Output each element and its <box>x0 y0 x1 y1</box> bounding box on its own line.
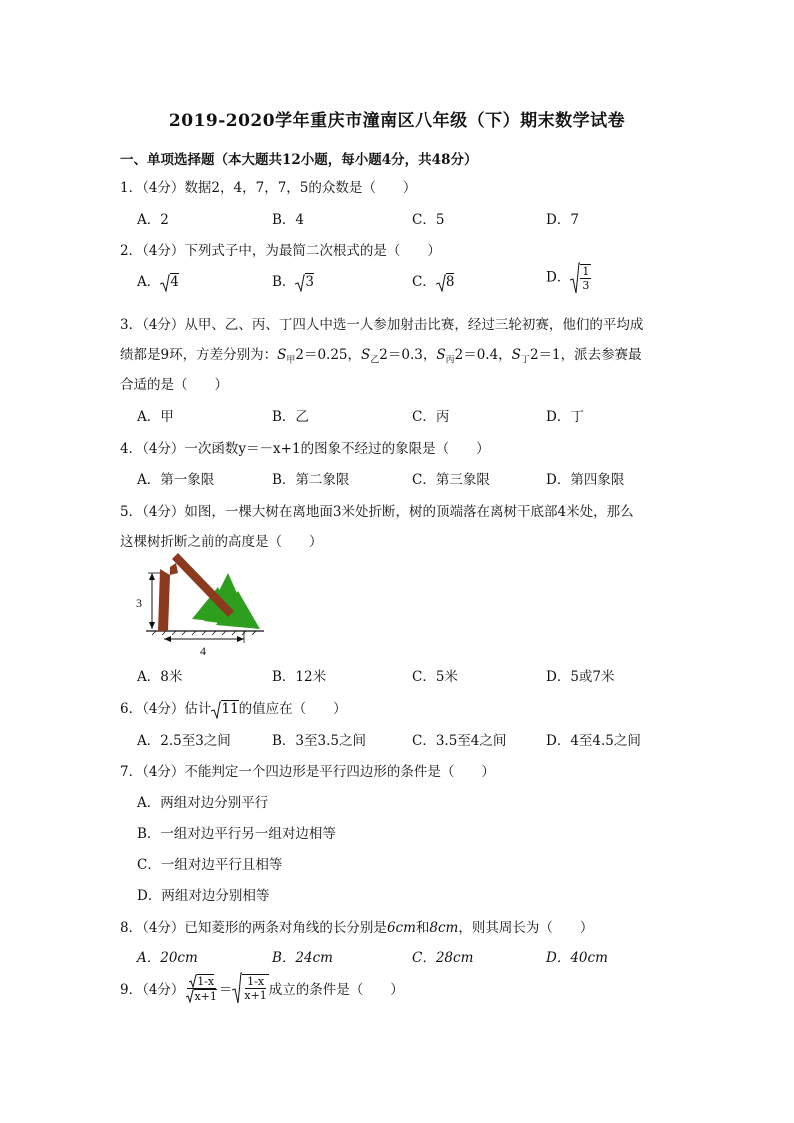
question-6: 6．（4分）估计 11的值应在（ ） <box>120 701 347 717</box>
q4-option-c: C．第三象限 <box>412 472 490 488</box>
q2-option-b: B． 3 <box>272 274 315 290</box>
tree-trunk <box>158 569 170 631</box>
arrowhead-icon <box>164 636 171 642</box>
q7-option-d: D．两组对边分别相等 <box>137 888 270 904</box>
radical-sign-icon <box>186 989 194 1003</box>
q6-option-d: D．4至4.5之间 <box>546 733 641 749</box>
q1-option-a: A．2 <box>137 212 169 228</box>
question-8: 8．（4分）已知菱形的两条对角线的长分别是6cm和8cm，则其周长为（ ） <box>120 920 594 936</box>
q6-option-b: B．3至3.5之间 <box>272 733 366 749</box>
question-5-line-1: 5．（4分）如图，一棵大树在离地面3米处折断，树的顶端落在离树干底部4米处，那么 <box>120 504 634 520</box>
arrowhead-icon <box>149 622 155 629</box>
q1-option-d: D．7 <box>546 212 579 228</box>
q7-option-a: A．两组对边分别平行 <box>137 795 269 811</box>
question-7: 7．（4分）不能判定一个四边形是平行四边形的条件是（ ） <box>120 764 495 780</box>
q8-option-d: D．40cm <box>546 950 608 966</box>
q3-option-a: A．甲 <box>137 409 174 425</box>
question-3-line-1: 3．（4分）从甲、乙、丙、丁四人中选一人参加射击比赛，经过三轮初赛，他们的平均成 <box>120 317 644 333</box>
q8-option-b: B．24cm <box>272 950 333 966</box>
q2-option-a: A． 4 <box>137 274 179 290</box>
question-1: 1．（4分）数据2，4，7，7，5的众数是（ ） <box>120 180 417 196</box>
q2-option-d: D． $\frac{1}{3}$ <box>546 262 591 294</box>
section-heading: 一、单项选择题（本大题共12小题，每小题4分，共48分） <box>120 152 478 168</box>
q5-option-b: B．12米 <box>272 669 327 685</box>
tree-break-joint <box>170 563 178 575</box>
radical-sign-icon <box>232 972 242 1004</box>
question-5-line-2: 这棵树折断之前的高度是（ ） <box>120 534 323 550</box>
q8-option-c: C．28cm <box>412 950 474 966</box>
radical-sign-icon <box>160 274 170 292</box>
q9-left-fraction: $\frac{1-x}{x+1}$ <box>184 974 218 1003</box>
radical-sign-icon <box>295 274 305 292</box>
q7-option-b: B．一组对边平行另一组对边相等 <box>137 826 336 842</box>
figure-label-4: 4 <box>200 644 206 658</box>
q3-option-c: C．丙 <box>412 409 450 425</box>
page-title: 2019-2020学年重庆市潼南区八年级（下）期末数学试卷 <box>168 111 626 131</box>
arrowhead-icon <box>237 636 244 642</box>
q3-option-b: B．乙 <box>272 409 309 425</box>
q6-option-a: A．2.5至3之间 <box>137 733 231 749</box>
q8-option-a: A．20cm <box>137 950 198 966</box>
question-4: 4．（4分）一次函数y＝－x+1的图象不经过的象限是（ ） <box>120 441 490 457</box>
radical-sign-icon <box>189 974 197 988</box>
q4-option-d: D．第四象限 <box>546 472 625 488</box>
radical-sign-icon <box>436 274 446 292</box>
question-9: 9．（4分） $\frac{1-x}{x+1}$ ＝ $\frac{1-x}{x+1}$ 成立的条件是（ ） <box>120 972 404 1004</box>
q6-option-c: C．3.5至4之间 <box>412 733 507 749</box>
q5-option-c: C．5米 <box>412 669 458 685</box>
radical-sign-icon <box>211 701 221 719</box>
question-2: 2．（4分）下列式子中，为最简二次根式的是（ ） <box>120 243 441 259</box>
q3-option-d: D．丁 <box>546 409 584 425</box>
q5-option-a: A．8米 <box>137 669 183 685</box>
q5-option-d: D．5或7米 <box>546 669 615 685</box>
broken-tree-figure <box>130 553 270 663</box>
q9-right-fraction: $\frac{1-x}{x+1}$ <box>244 975 267 1002</box>
figure-label-3: 3 <box>136 596 142 610</box>
question-3-line-3: 合适的是（ ） <box>120 377 228 393</box>
question-3-line-2: 绩都是9环，方差分别为：$S_甲2=0.25$，$S_乙2=0.3$，$S_丙2=0.4$，$S_丁2=1$，派去参赛最 <box>120 347 642 366</box>
q1-option-c: C．5 <box>412 212 445 228</box>
q4-option-a: A．第一象限 <box>137 472 215 488</box>
radical-sign-icon <box>570 262 580 294</box>
arrowhead-icon <box>149 573 155 580</box>
q2-option-c: C． 8 <box>412 274 455 290</box>
q7-option-c: C．一组对边平行且相等 <box>137 857 283 873</box>
q4-option-b: B．第二象限 <box>272 472 350 488</box>
q1-option-b: B．4 <box>272 212 305 228</box>
